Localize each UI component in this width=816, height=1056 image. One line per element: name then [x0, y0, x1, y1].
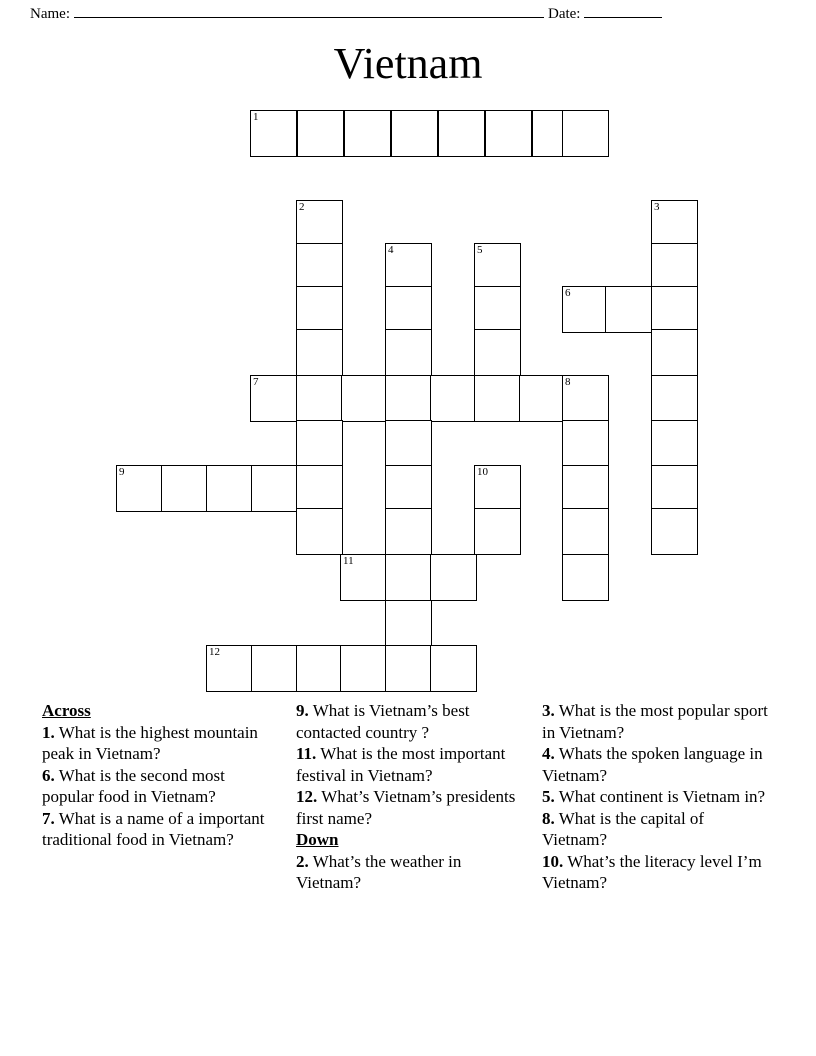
crossword-cell[interactable] — [116, 465, 163, 512]
cell-number: 7 — [253, 376, 259, 388]
crossword-cell[interactable] — [651, 286, 698, 333]
crossword-cell[interactable] — [340, 645, 387, 692]
clues-section — [42, 700, 782, 894]
cell-number: 1 — [253, 111, 259, 123]
across-clues-part2 — [296, 700, 524, 829]
clue-item: 10. What’s the literacy level I’m Vietnam? — [542, 851, 762, 892]
cell-number: 11 — [343, 555, 354, 567]
crossword-cell[interactable] — [385, 420, 432, 467]
crossword-cell[interactable] — [385, 286, 432, 333]
crossword-cell[interactable] — [651, 243, 698, 290]
clue-item: 7. What is a name of a important traditional food in Vietnam? — [42, 808, 265, 849]
down-clues-part1 — [296, 851, 524, 894]
clue-number: 4. — [542, 744, 555, 763]
cell-number: 10 — [477, 466, 488, 478]
clue-number: 3. — [542, 701, 555, 720]
crossword-cell[interactable] — [651, 508, 698, 555]
crossword-cell[interactable] — [485, 110, 532, 157]
crossword-cell[interactable] — [474, 375, 521, 422]
crossword-cell[interactable] — [206, 465, 253, 512]
crossword-cell[interactable] — [385, 508, 432, 555]
crossword-cell[interactable] — [430, 554, 477, 601]
clue-item: 5. What continent is Vietnam in? — [542, 787, 766, 806]
crossword-cell[interactable] — [385, 600, 432, 647]
crossword-cell[interactable] — [474, 508, 521, 555]
crossword-cell[interactable] — [562, 286, 609, 333]
crossword-cell[interactable] — [430, 645, 477, 692]
crossword-cell[interactable] — [340, 554, 387, 601]
crossword-cell[interactable] — [519, 375, 566, 422]
crossword-cell[interactable] — [250, 375, 297, 422]
clue-item: 6. What is the second most popular food in Vietnam? — [42, 765, 225, 806]
crossword-cell[interactable] — [385, 554, 432, 601]
clue-number: 9. — [296, 701, 309, 720]
clue-column-2 — [296, 700, 524, 894]
clue-column-3 — [542, 700, 770, 894]
cell-number: 5 — [477, 244, 483, 256]
cell-number: 2 — [299, 201, 305, 213]
cell-number: 6 — [565, 287, 571, 299]
cell-number: 12 — [209, 646, 220, 658]
clue-number: 8. — [542, 808, 555, 828]
crossword-cell[interactable] — [385, 375, 432, 422]
crossword-cell[interactable] — [474, 465, 521, 512]
clue-number: 12. — [296, 787, 318, 806]
crossword-cell[interactable] — [651, 420, 698, 467]
clue-column-1 — [42, 700, 278, 894]
crossword-cell[interactable] — [296, 243, 343, 290]
down-clues-part2 — [542, 700, 770, 894]
clue-number: 1. — [42, 722, 55, 742]
crossword-cell[interactable] — [474, 243, 521, 290]
crossword-cell[interactable] — [385, 243, 432, 290]
across-heading: Across — [42, 701, 91, 720]
clue-item: 11. What is the most important festival in Vietnam? — [296, 744, 506, 785]
crossword-cell[interactable] — [251, 465, 298, 512]
crossword-cell[interactable] — [562, 375, 609, 422]
crossword-cell[interactable] — [430, 375, 477, 422]
crossword-cell[interactable] — [385, 465, 432, 512]
crossword-cell[interactable] — [296, 645, 343, 692]
clue-number: 6. — [42, 765, 55, 785]
crossword-cell[interactable] — [438, 110, 485, 157]
cell-number: 8 — [565, 376, 571, 388]
clue-item: 3. What is the most popular sport in Vietnam? — [542, 701, 768, 742]
crossword-cell[interactable] — [296, 420, 343, 467]
crossword-cell[interactable] — [296, 329, 343, 376]
clue-item: 1. What is the highest mountain peak in Vietnam? — [42, 722, 258, 763]
cell-number: 9 — [119, 466, 125, 478]
crossword-cell[interactable] — [651, 465, 698, 512]
crossword-cell[interactable] — [296, 286, 343, 333]
crossword-cell[interactable] — [296, 200, 343, 247]
crossword-cell[interactable] — [474, 286, 521, 333]
down-heading: Down — [296, 830, 339, 849]
date-label: Date: — [547, 6, 581, 22]
crossword-cell[interactable] — [562, 110, 609, 157]
clue-item: 8. What is the capital of Vietnam? — [542, 808, 705, 849]
crossword-cell[interactable] — [562, 508, 609, 555]
clue-number: 7. — [42, 808, 55, 828]
crossword-cell[interactable] — [296, 375, 343, 422]
name-label: Name: — [30, 6, 70, 22]
clue-number: 11. — [296, 744, 317, 763]
crossword-cell[interactable] — [250, 110, 297, 157]
crossword-cell[interactable] — [385, 645, 432, 692]
crossword-cell[interactable] — [296, 465, 343, 512]
crossword-cell[interactable] — [562, 465, 609, 512]
clue-number: 2. — [296, 851, 309, 871]
clue-number: 10. — [542, 851, 564, 871]
crossword-cell[interactable] — [251, 645, 298, 692]
clue-item: 9. What is Vietnam’s best contacted country ? — [296, 701, 470, 742]
crossword-cell[interactable] — [385, 329, 432, 376]
crossword-cell[interactable] — [474, 329, 521, 376]
page-title: Vietnam — [333, 39, 483, 88]
crossword-cell[interactable] — [562, 420, 609, 467]
crossword-cell[interactable] — [161, 465, 208, 512]
cell-number: 3 — [654, 201, 660, 213]
crossword-cell[interactable] — [297, 110, 344, 157]
clue-number: 5. — [542, 787, 555, 806]
crossword-cell[interactable] — [344, 110, 391, 157]
crossword-cell[interactable] — [651, 200, 698, 247]
clue-item: 2. What’s the weather in Vietnam? — [296, 851, 462, 892]
crossword-cell[interactable] — [206, 645, 253, 692]
clue-item: 12. What’s Vietnam’s presidents first name? — [296, 787, 516, 828]
crossword-cell[interactable] — [341, 375, 388, 422]
cell-number: 4 — [388, 244, 394, 256]
clue-item: 4. Whats the spoken language in Vietnam? — [542, 744, 763, 785]
crossword-cell[interactable] — [605, 286, 652, 333]
crossword-cell[interactable] — [651, 375, 698, 422]
crossword-cell[interactable] — [651, 329, 698, 376]
crossword-cell[interactable] — [296, 508, 343, 555]
crossword-cell[interactable] — [391, 110, 438, 157]
crossword-cell[interactable] — [562, 554, 609, 601]
across-clues-part1 — [42, 722, 278, 851]
